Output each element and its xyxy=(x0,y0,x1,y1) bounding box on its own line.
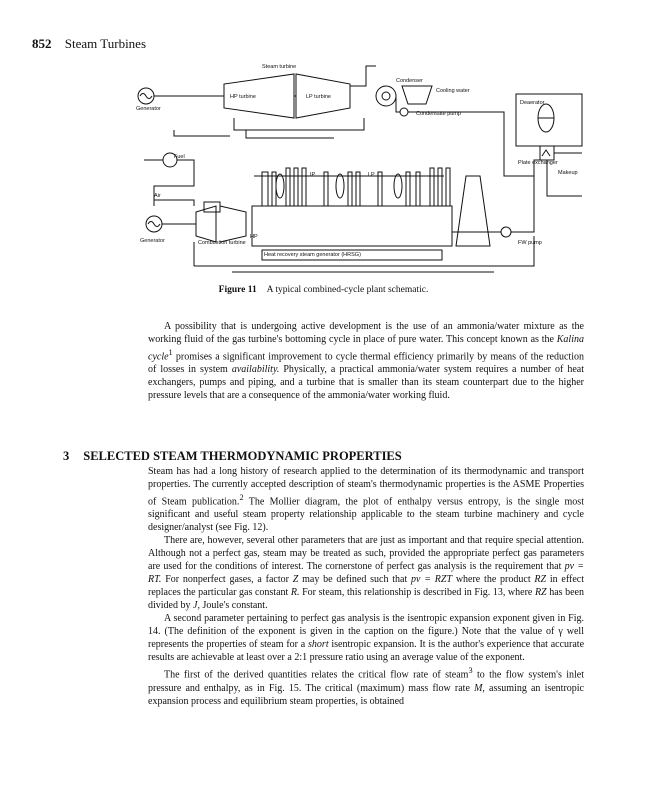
running-header xyxy=(32,36,146,52)
body-paragraph-1: Steam has had a long history of research applied to the determination of its thermodynamic and transport properties. The currently accepted description of steam's thermodynamic properties is the ASME Properties of Steam publication.$^2$ The Mollier diagram, the plot of enthalpy versus entropy, is the single most significant and useful steam property relationship applicable to the steam turbine machinery and cycle designer/analyst (see Fig. 12). xyxy=(148,466,584,534)
para1-text-a: A possibility that is undergoing active development is the use of an ammonia/water mixture as the working fluid of the gas turbine's bottoming cycle in place of pure water. This concept known as the xyxy=(148,321,584,345)
condenser-label: Condenser xyxy=(396,78,423,84)
hp-drum-icon xyxy=(276,174,284,198)
combustion-turbine-label: Combustion turbine xyxy=(198,240,246,246)
ip-section-label: IP xyxy=(310,172,316,178)
steam-turbine-label: Steam turbine xyxy=(262,64,297,70)
plate-exchanger-label: Plate exchanger xyxy=(518,160,558,166)
lp-turbine-label: LP turbine xyxy=(306,94,331,100)
condenser-icon xyxy=(376,86,396,106)
deaerator-label: Deaerator xyxy=(520,100,545,106)
para1-text-b: promises a significant improvement to cycle thermal efficiency primarily by means of the reduction of losses in system xyxy=(148,351,584,376)
condensate-pump-icon xyxy=(400,108,408,116)
section-title: SELECTED STEAM THERMODYNAMIC PROPERTIES xyxy=(83,449,402,463)
ip-drum-icon xyxy=(336,174,344,198)
section-heading xyxy=(63,449,402,464)
para1-text-c: Physically, a practical ammonia/water system requires a number of heat exchangers, pumps and piping, and a turbine that is smaller than its steam counterpart due to the higher pressure levels that are a consequence of the ammonia/water working fluid. xyxy=(148,364,585,402)
kalina-cycle-term: Kalina cycle xyxy=(148,334,584,363)
cooling-tower-icon xyxy=(402,86,432,104)
hrsg-box xyxy=(252,206,452,246)
lp-section-label: LP xyxy=(368,172,375,178)
fw-pump-label: FW pump xyxy=(518,240,542,246)
cooling-water-label: Cooling water xyxy=(436,88,470,94)
exhaust-stack xyxy=(456,176,490,246)
condensate-pump-label: Condensate pump xyxy=(416,111,461,117)
reference-2: 2 xyxy=(239,493,244,502)
hp-turbine-label: HP turbine xyxy=(230,94,256,100)
running-title: Steam Turbines xyxy=(64,36,147,51)
availability-term: availability. xyxy=(231,364,280,376)
makeup-label: Makeup xyxy=(558,170,578,176)
section-body xyxy=(148,465,584,708)
body-paragraph-4: The first of the derived quantities relates the critical flow rate of steam$^3$ to the flow system's inlet pressure and enthalpy, as in Fig. 15. The critical (maximum) mass flow rate M, assuming an isentropic expansion process and equilibrium steam properties, is obtained xyxy=(148,666,585,707)
generator-top-label: Generator xyxy=(136,106,161,112)
figure-caption xyxy=(0,285,647,295)
fuel-label: Fuel xyxy=(174,154,185,160)
fuel-heater-icon xyxy=(163,153,177,167)
figure-caption-label: Figure 11 xyxy=(218,285,257,295)
reference-3: 3 xyxy=(468,666,473,676)
page-number: 852 xyxy=(32,36,52,51)
hp-section-label: HP xyxy=(250,234,258,240)
air-label: Air xyxy=(154,193,161,199)
reference-1: 1 xyxy=(168,348,173,357)
body-paragraph-3: A second parameter pertaining to perfect gas analysis is the isentropic expansion exponent given in Fig. 14. (The definition of the exponent is given in the caption on the figure.) Note that the value of γ well represents the properties of steam for a short isentropic expansion. It is the author's experience that accurate results are achievable at least over a 2:1 pressure ratio using an average value of the exponent. xyxy=(148,613,585,664)
body-paragraph-2: There are, however, several other parameters that are just as important and that require special attention. Although not a perfect gas, steam may be treated as such, provided the appropriate perfect gas parameters are used for the conditions of interest. The cornerstone of perfect gas analysis is the requirement that pv = RT. For nonperfect gases, a factor Z may be defined such that pv = RZT where the product RZ in effect replaces the particular gas constant R. For steam, this relationship is described in Fig. 13, where RZ has been divided by J, Joule's constant. xyxy=(148,535,584,612)
combustion-turbine-shape xyxy=(196,206,216,242)
hrsg-label: Heat recovery steam generator (HRSG) xyxy=(264,252,361,258)
figure-caption-text: A typical combined-cycle plant schematic. xyxy=(266,285,429,295)
generator-bottom-label: Generator xyxy=(140,238,165,244)
lp-drum-icon xyxy=(394,174,402,198)
combined-cycle-schematic xyxy=(134,56,590,288)
plate-exchanger-box xyxy=(540,146,554,160)
section-number: 3 xyxy=(63,449,70,463)
fw-pump-icon xyxy=(501,227,511,237)
kalina-paragraph xyxy=(148,320,584,402)
